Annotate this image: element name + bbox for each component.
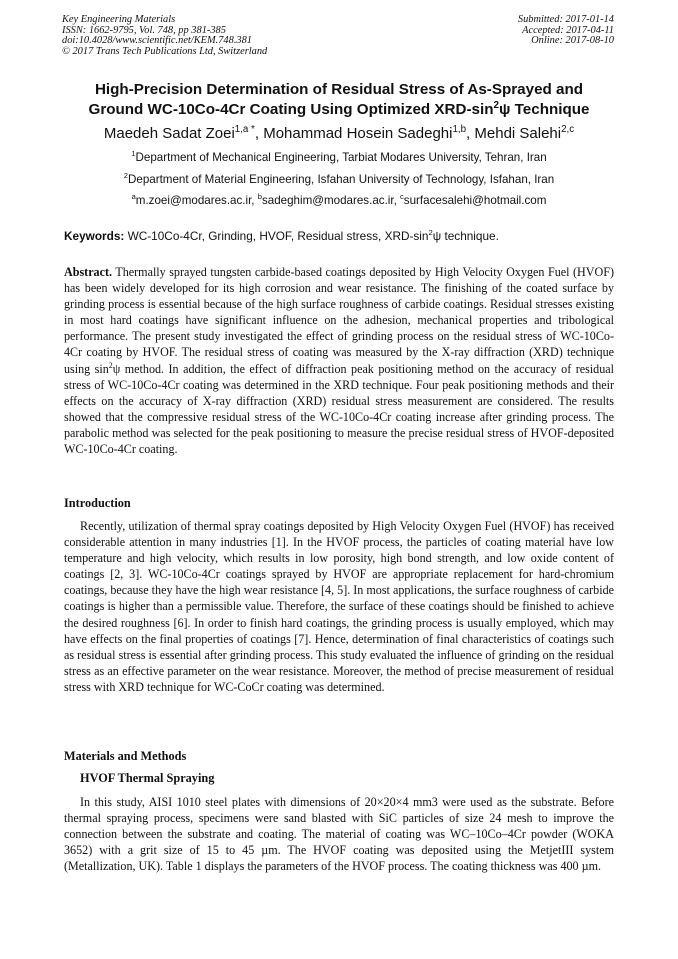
abstract: Abstract. Thermally sprayed tungsten carbide-based coatings deposited by High Velocity Oxygen Fuel (HVOF) has been widely developed for its high corrosion and wear resistance. The finishing of the coated surface by grinding process is essential because of the high surface roughness of carbide coatings. Residual stresses existing in most hard coatings have significant influence on the adhesion, mechanical properties and tribological performance. The present study investigated the effect of grinding process on the residual stress of WC-10Co-4Cr coating by HVOF. The residual stress of coating was measured by the X-ray diffraction (XRD) technique using $\sin^2\psi$ method. In addition, the effect of diffraction peak positioning method on the accuracy of residual stress of WC-10Co-4Cr coating was determined in the XRD technique. Four peak positioning methods and their effects on the accuracy of X-ray diffraction (XRD) residual stress measurement are considered. The results showed that the compressive residual stress of the WC-10Co-4Cr coating increase after grinding process. The parabolic method was selected for the peak positioning to measure the precise residual stress of HVOF-deposited WC-10Co-4Cr coating. (64, 265, 614, 457)
introduction-heading: Introduction (64, 496, 131, 510)
abstract-label: Abstract. (64, 265, 113, 279)
introduction-paragraph: Recently, utilization of thermal spray coatings deposited by High Velocity Oxygen Fuel (HVOF) has received considerable attention in many industries [1]. In the HVOF process, the particles of coating material have low temperature and high velocity, which results in low porosity, high bond strength, and low oxide content of coatings [2, 3]. WC-10Co-4Cr coatings sprayed by HVOF are appropriate replacement for hard-chromium coatings, because they have the high wear resistance [4, 5]. In most applications, the surface roughness of carbide coatings is higher than a permissible value. Therefore, the surface of these coatings should be finished to achieve the desired roughness [6]. In order to finish hard coatings, the grinding process is usually employed, which may have effects on the final properties of coatings [7]. Hence, determination of final characteristics of coatings such as residual stress is essential after grinding process. This study evaluated the influence of grinding on the residual stress as an effective parameter on the wear resistance. Moreover, the method of precise measurement of residual stress with XRD technique for WC-CoCr coating was determined. (64, 519, 614, 694)
title-line-2: Ground WC-10Co-4Cr Coating Using Optimized XRD-$\sin^2\psi$ Technique (88, 99, 590, 118)
title-line-1: High-Precision Determination of Residual Stress of As-Sprayed and (94, 81, 584, 98)
submitted-date: Submitted: 2017-01-14 (517, 14, 614, 25)
journal-header (62, 15, 267, 57)
keywords-label: Keywords: (64, 229, 125, 243)
journal-doi: doi:10.4028/www.scientific.net/KEM.748.381 (62, 35, 252, 47)
accepted-date: Accepted: 2017-04-11 (522, 24, 614, 36)
journal-name: Key Engineering Materials (62, 14, 176, 25)
hvof-subheading: HVOF Thermal Spraying (80, 771, 215, 785)
author-3: Mehdi Salehi (474, 125, 562, 142)
keywords: Keywords: WC-10Co-4Cr, Grinding, HVOF, Residual stress, XRD-$\sin^2\psi$ technique. (64, 228, 499, 243)
author-emails: $^a$m.zoei@modares.ac.ir, $^b$sadeghim@modares.ac.ir, $^c$surfacesalehi@hotmail.com (131, 192, 547, 207)
journal-copyright: © 2017 Trans Tech Publications Ltd, Switzerland (62, 45, 268, 57)
affiliation-1: $^1$Department of Mechanical Engineering, Tarbiat Modares University, Tehran, Iran (131, 149, 547, 164)
dates-header (518, 15, 614, 47)
materials-heading: Materials and Methods (64, 749, 187, 763)
materials-paragraph: In this study, AISI 1010 steel plates with dimensions of 20×20×4 mm3 were used as the substrate. Before thermal spraying process, specimens were sand blasted with SiC particles of size 24 mesh to improve the connection between the substrate and coating. The material of coating was WC–10Co–4Cr powder (WOKA 3652) with a grit size of 15 to 45 µm. The HVOF coating was deposited using the MetjetIII system (Metallization, UK). Table 1 displays the parameters of the HVOF process. The coating thickness was 400 µm. (64, 795, 614, 874)
author-2: Mohammad Hosein Sadeghi (263, 125, 453, 142)
author-1: Maedeh Sadat Zoei (103, 125, 235, 142)
affiliation-2: $^2$Department of Material Engineering, Isfahan University of Technology, Isfahan, Iran (123, 171, 555, 186)
online-date: Online: 2017-08-10 (531, 35, 614, 47)
author-list: Maedeh Sadat Zoei$^{1,a *}$, Mohammad Hosein Sadeghi$^{1,b}$, Mehdi Salehi$^{2,c}$ (103, 124, 575, 142)
paper-title (40, 80, 638, 120)
journal-issn: ISSN: 1662-9795, Vol. 748, pp 381-385 (62, 24, 226, 36)
